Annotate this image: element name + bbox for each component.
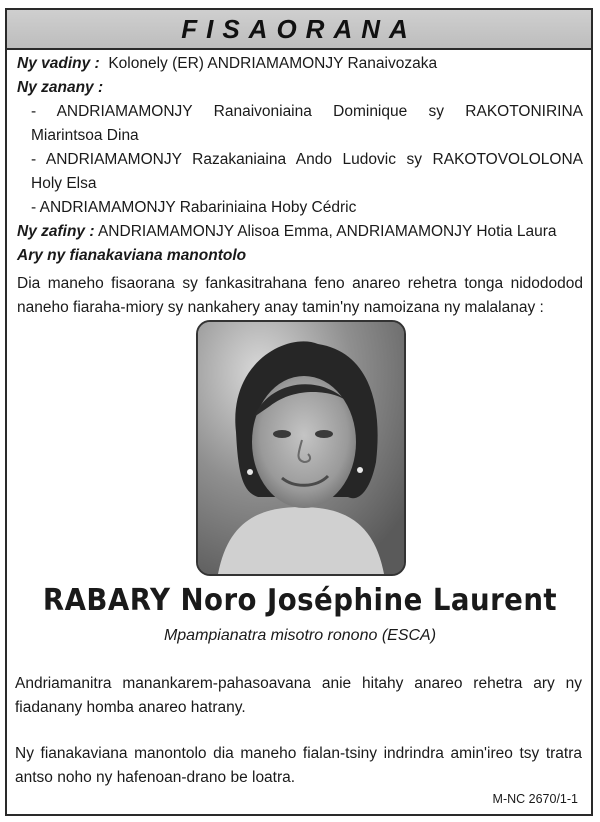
intro-paragraph (17, 272, 583, 320)
family-section (17, 52, 583, 320)
intro-line-1: Dia maneho fisaorana sy fankasitrahana feno anareo rehetra tonga nidododod (17, 275, 583, 292)
children-label: Ny zanany : (17, 79, 104, 96)
blessing-paragraph (15, 672, 582, 720)
child-entry-1: - ANDRIAMAMONJY Ranaivoniaina Dominique sy RAKOTONIRINA (31, 103, 583, 120)
closing-paragraph (15, 742, 582, 790)
reference-code: M-NC 2670/1-1 (492, 792, 578, 806)
intro-line-2: naneho fiaraha-miory sy nankahery anay tamin'ny namoizana ny malalanay : (17, 299, 544, 316)
spouse-line (17, 52, 583, 76)
child-entry-2: - ANDRIAMAMONJY Razakaniaina Ando Ludovic sy RAKOTOVOLOLONA (31, 151, 583, 168)
closing-line-1: Ny fianakaviana manontolo dia maneho fialan-tsiny indrindra amin'ireo tsy tratra (15, 745, 582, 762)
spouse-label: Ny vadiny : (17, 55, 100, 72)
grandchildren-line (17, 220, 583, 244)
child-entry-2-cont: Holy Elsa (31, 175, 97, 192)
whole-family-line: Ary ny fianakaviana manontolo (17, 247, 247, 264)
deceased-name: RABARY Noro Joséphine Laurent (42, 583, 558, 618)
portrait-image (198, 322, 404, 574)
grandchildren-label: Ny zafiny : (17, 223, 95, 240)
child-entry-1-cont: Miarintsoa Dina (31, 127, 139, 144)
closing-line-2: antso noho ny hafenoan-drano be loatra. (15, 769, 296, 786)
title-banner (7, 10, 591, 50)
blessing-line-1: Andriamanitra manankarem-pahasoavana anie hitahy anareo rehetra ary ny (15, 675, 582, 692)
notice-title: FISAORANA (181, 13, 417, 44)
deceased-role: Mpampianatra misotro ronono (ESCA) (163, 627, 437, 644)
blessing-line-2: fiadanany homba anareo hatrany. (15, 699, 246, 716)
portrait-photo (196, 320, 406, 576)
grandchildren-names: ANDRIAMAMONJY Alisoa Emma, ANDRIAMAMONJY Hotia Laura (97, 223, 557, 240)
spouse-name: Kolonely (ER) ANDRIAMAMONJY Ranaivozaka (108, 55, 438, 72)
child-entry-3: - ANDRIAMAMONJY Rabariniaina Hoby Cédric (31, 199, 357, 216)
